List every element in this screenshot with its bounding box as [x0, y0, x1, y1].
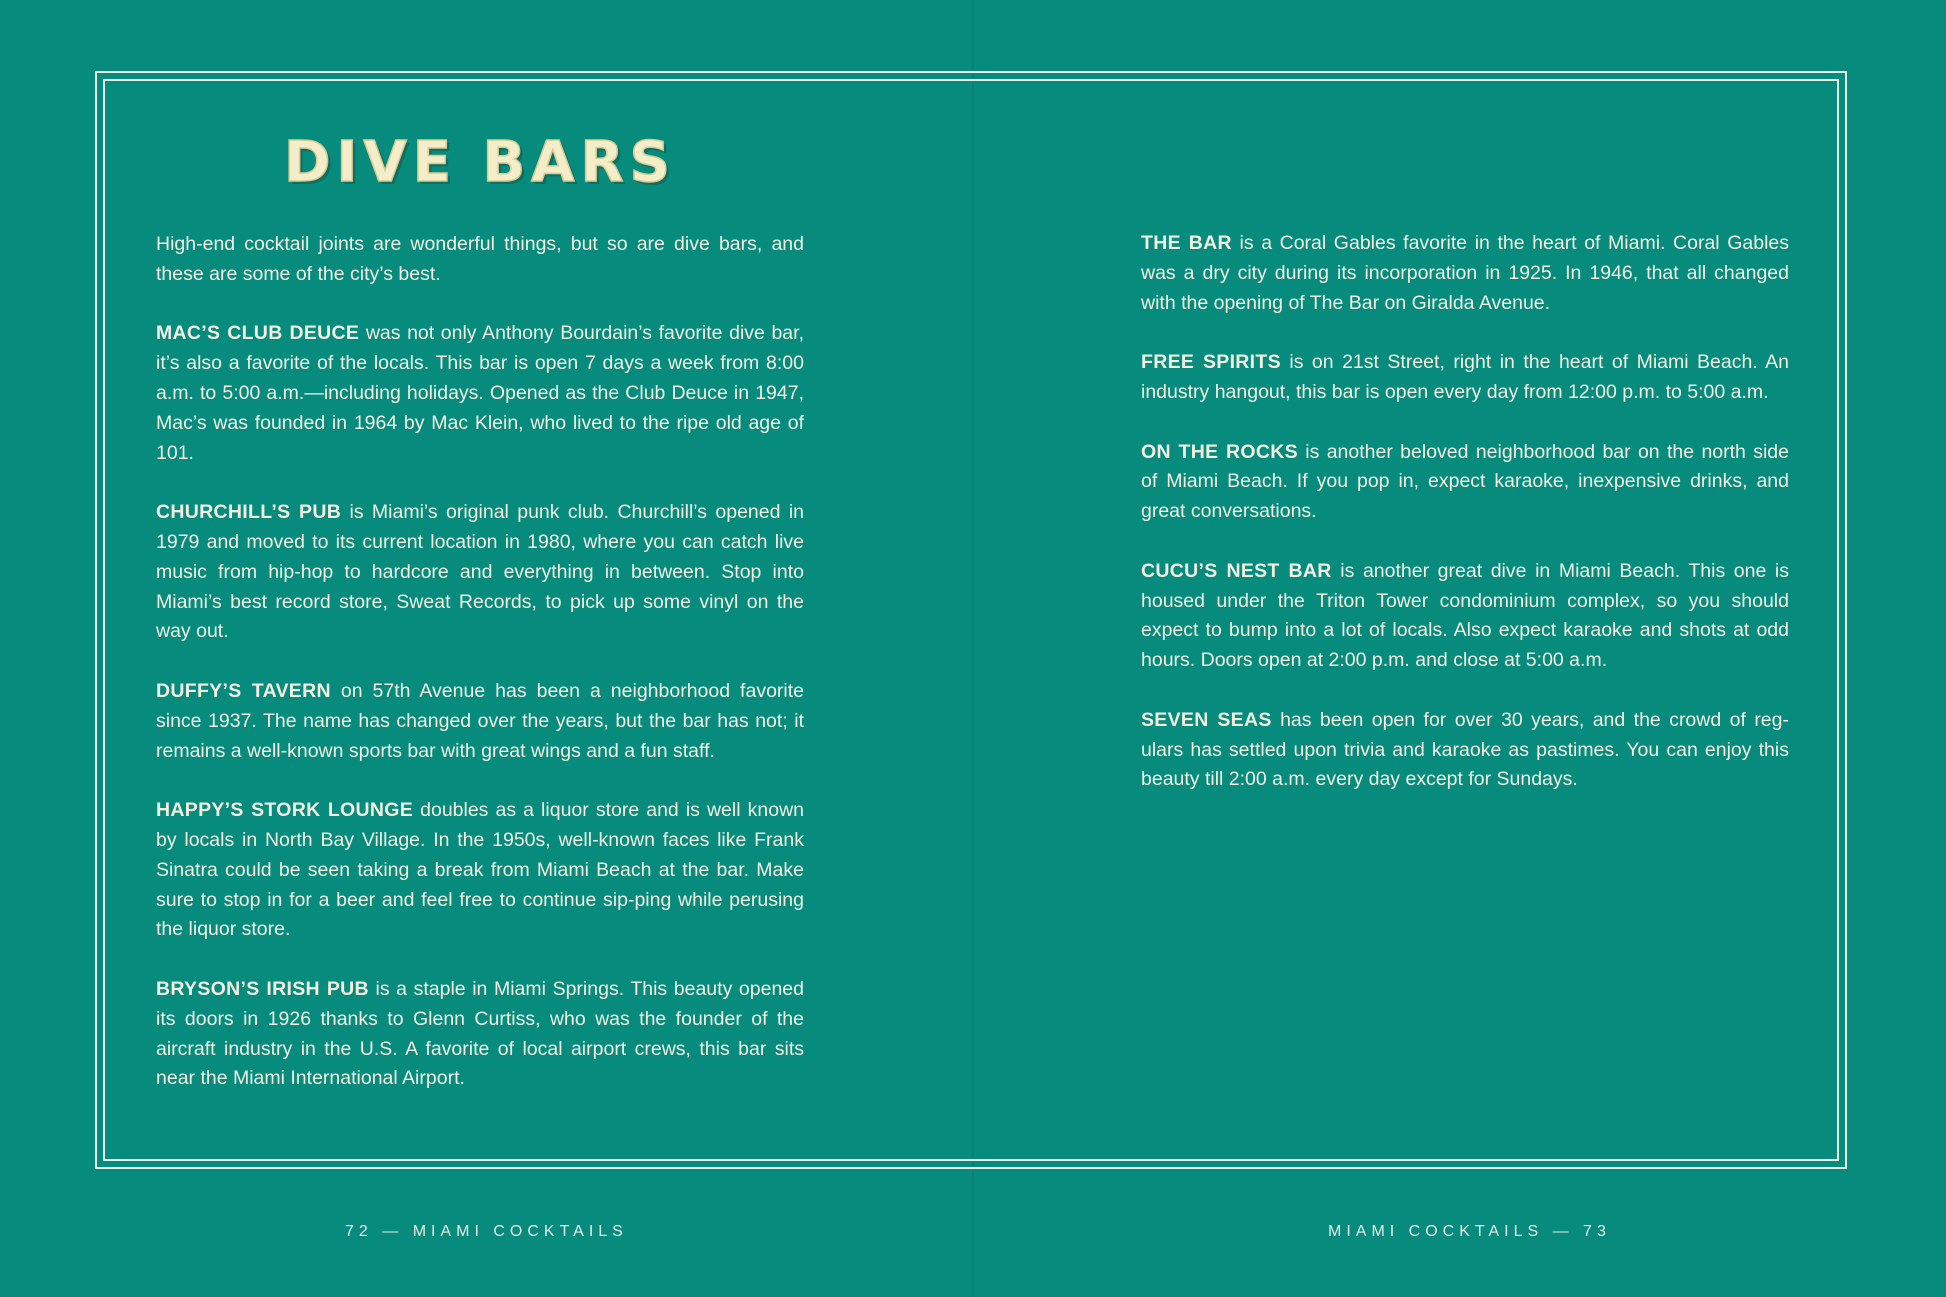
- bar-entry-churchills-pub: [156, 498, 804, 647]
- bar-name: ON THE ROCKS: [1141, 440, 1298, 463]
- bar-description: doubles as a liquor store and is well known by locals in North Bay Village. In the 1950s, well-known faces like Frank Sinatra could be seen taking a break from Miami Beach at the bar. Make sure to stop in for a beer and feel free to continue sip-ping while perusing the liquor store.: [156, 799, 804, 941]
- bar-description: is another beloved neighborhood bar on the north side of Miami Beach. If you pop in, expect karaoke, inexpensive drinks, and great conversations.: [1141, 440, 1789, 523]
- bar-description: on 57th Avenue has been a neighborhood favorite since 1937. The name has changed over the years, but the bar has not; it remains a well-known sports bar with great wings and a fun staff.: [156, 679, 804, 762]
- bar-name: DUFFY’S TAVERN: [156, 679, 331, 702]
- bar-entry-happys-stork-lounge: [156, 796, 804, 945]
- bar-entry-on-the-rocks: [1141, 438, 1789, 527]
- bar-name: FREE SPIRITS: [1141, 351, 1281, 374]
- left-column: [156, 230, 804, 1124]
- bar-entry-duffys-tavern: [156, 677, 804, 766]
- bar-description: is Miami’s original punk club. Churchill’s opened in 1979 and moved to its current location in 1980, where you can catch live music from hip-hop to hardcore and everything in between. Stop into Miami’s best record store, Sweat Records, to pick up some vinyl on the way out.: [156, 501, 804, 643]
- bar-name: BRYSON’S IRISH PUB: [156, 977, 369, 1000]
- bar-entry-free-spirits: [1141, 348, 1789, 408]
- bar-description: is a staple in Miami Springs. This beauty opened its doors in 1926 thanks to Glenn Curtiss, who was the founder of the aircraft industry in the U.S. A favorite of local airport crews, this bar sits near the Miami International Airport.: [156, 977, 804, 1090]
- page-title: DIVE BARS: [284, 130, 676, 195]
- bar-description: was not only Anthony Bourdain’s favorite dive bar, it’s also a favorite of the locals. This bar is open 7 days a week from 8:00 a.m. to 5:00 a.m.—including holidays. Opened as the Club Deuce in 1947, Mac’s was founded in 1964 by Mac Klein, who lived to the ripe old age of 101.: [156, 322, 804, 464]
- bar-description: has been open for over 30 years, and the crowd of reg-ulars has settled upon trivia and karaoke as pastimes. You can enjoy this beauty till 2:00 a.m. every day except for Sundays.: [1141, 708, 1789, 791]
- page-number-right: MIAMI COCKTAILS — 73: [1328, 1223, 1611, 1240]
- bar-entry-the-bar: [1141, 229, 1789, 318]
- bar-entry-brysons-irish-pub: [156, 975, 804, 1094]
- bar-entry-cucus-nest-bar: [1141, 557, 1789, 676]
- bar-name: CHURCHILL’S PUB: [156, 501, 342, 524]
- bar-description: is a Coral Gables favorite in the heart of Miami. Coral Gables was a dry city during its incorporation in 1925. In 1946, that all changed with the opening of The Bar on Giralda Avenue.: [1141, 232, 1790, 314]
- bar-name: CUCU’S NEST BAR: [1141, 559, 1332, 582]
- page-number-left: 72 — MIAMI COCKTAILS: [345, 1223, 628, 1240]
- bar-name: MAC’S CLUB DEUCE: [156, 322, 360, 345]
- bar-entry-seven-seas: [1141, 706, 1789, 795]
- bar-entry-macs-club-deuce: [156, 319, 804, 468]
- bar-name: THE BAR: [1141, 232, 1232, 254]
- bar-description: is another great dive in Miami Beach. This one is housed under the Triton Tower condominium complex, so you should expect to bump into a lot of locals. Also expect karaoke and shots at odd hours. Doors open at 2:00 p.m. and close at 5:00 a.m.: [1141, 559, 1789, 672]
- bar-description: is on 21st Street, right in the heart of Miami Beach. An industry hangout, this bar is open every day from 12:00 p.m. to 5:00 a.m.: [1141, 351, 1789, 403]
- bar-name: SEVEN SEAS: [1141, 708, 1272, 731]
- bar-name: HAPPY’S STORK LOUNGE: [156, 799, 414, 822]
- right-column: [1141, 229, 1789, 825]
- intro-paragraph: High-end cocktail joints are wonderful things, but so are dive bars, and these are some of the city’s best.: [156, 233, 804, 285]
